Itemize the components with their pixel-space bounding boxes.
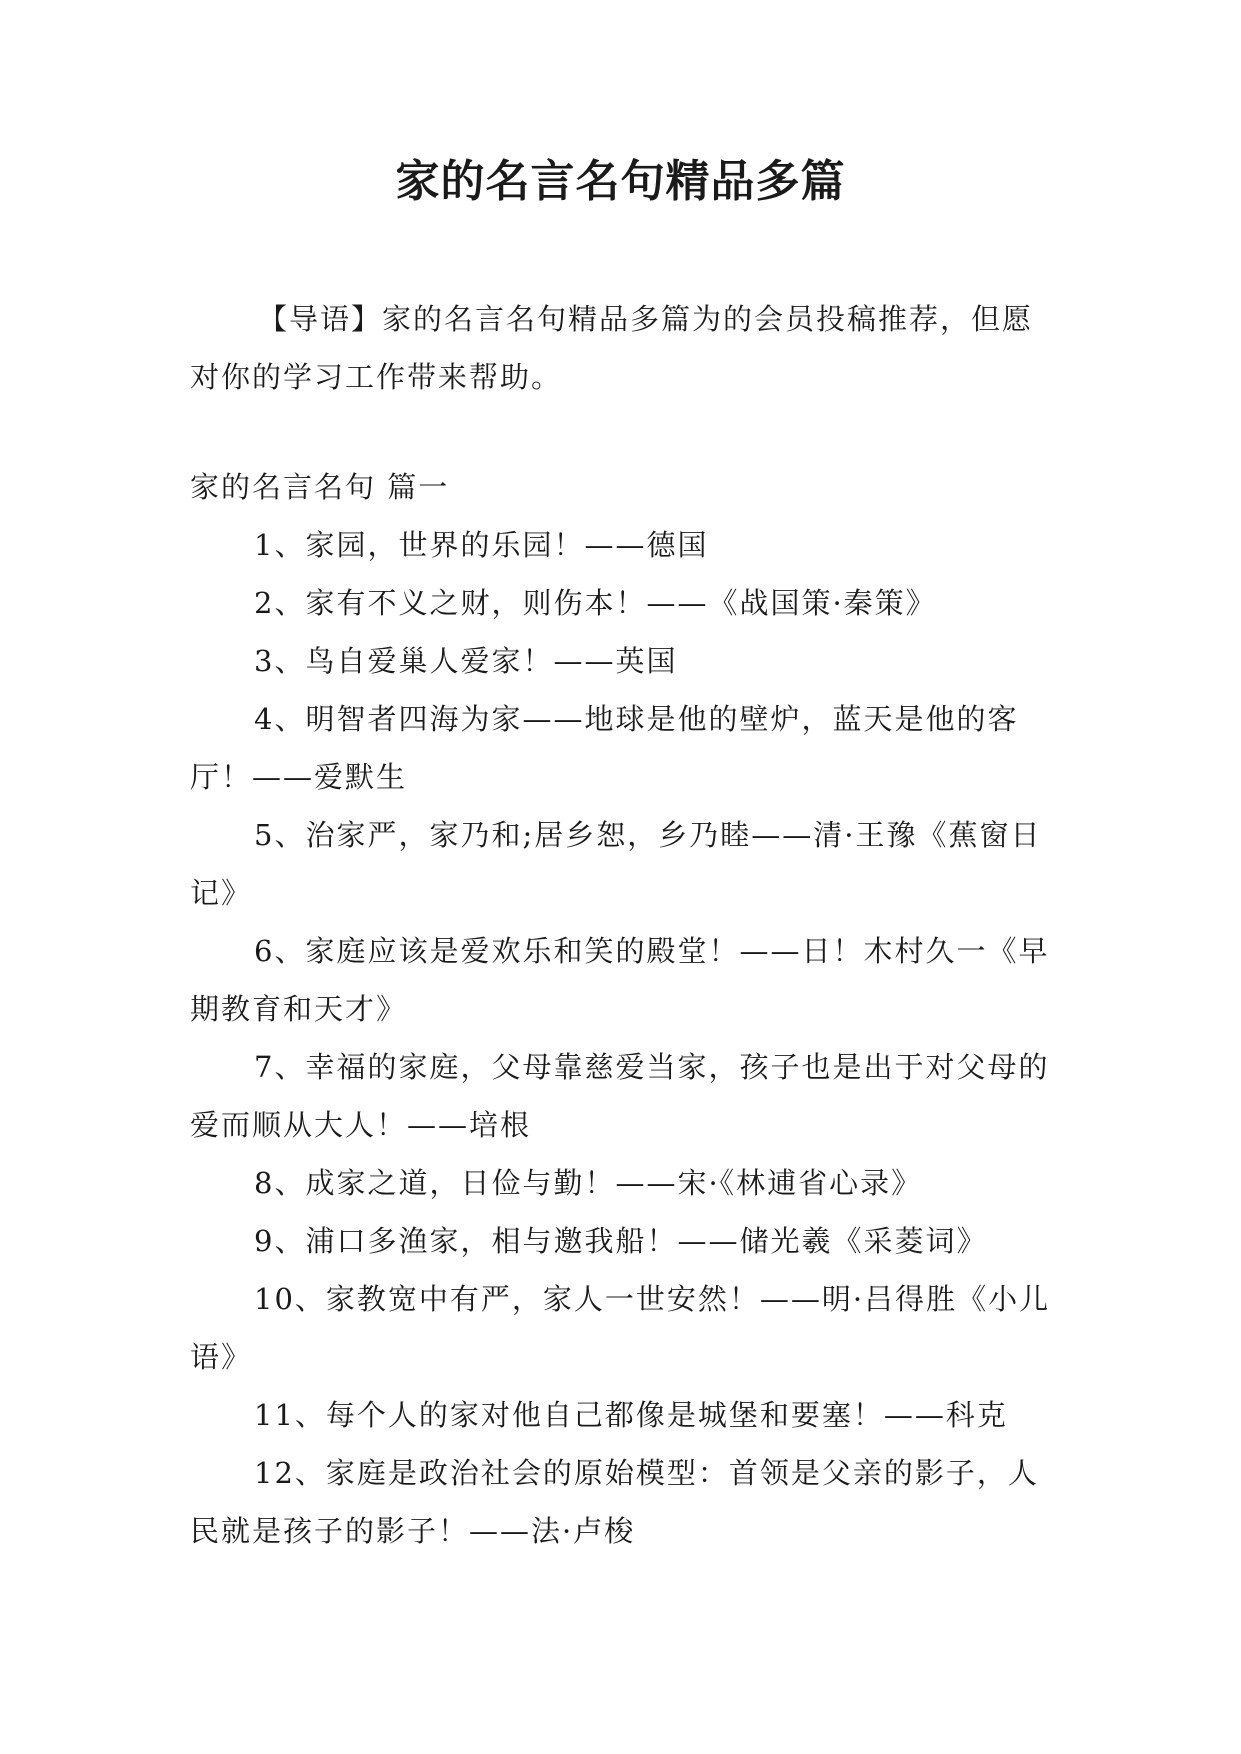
quote-item: 3、鸟自爱巢人爱家！——英国 — [254, 644, 678, 678]
intro-paragraph: 【导语】家的名言名句精品多篇为的会员投稿推荐，但愿对你的学习工作带来帮助。 — [190, 302, 1034, 394]
quote-list — [190, 516, 1052, 1560]
quote-item: 5、治家严，家乃和;居乡恕，乡乃睦——清·王豫《蕉窗日记》 — [190, 818, 1042, 910]
quote-item: 7、幸福的家庭，父母靠慈爱当家，孩子也是出于对父母的爱而顺从大人！——培根 — [190, 1050, 1050, 1142]
quote-item: 6、家庭应该是爱欢乐和笑的殿堂！——日！木村久一《早期教育和天才》 — [190, 934, 1050, 1026]
quote-item: 8、成家之道，日俭与勤！——宋·《林逋省心录》 — [254, 1166, 923, 1200]
quote-item: 1、家园，世界的乐园！——德国 — [254, 528, 709, 562]
quote-item: 11、每个人的家对他自己都像是城堡和要塞！——科克 — [254, 1398, 1008, 1432]
quote-item: 4、明智者四海为家——地球是他的壁炉，蓝天是他的客厅！——爱默生 — [190, 702, 1019, 794]
quote-item: 9、浦口多渔家，相与邀我船！——储光羲《采菱词》 — [254, 1224, 988, 1258]
quote-item: 10、家教宽中有严，家人一世安然！——明·吕得胜《小儿语》 — [190, 1282, 1051, 1374]
section-heading: 家的名言名句 篇一 — [190, 470, 450, 504]
document-title: 家的名言名句精品多篇 — [395, 156, 846, 207]
quote-item: 2、家有不义之财，则伤本！——《战国策·秦策》 — [254, 586, 937, 620]
quote-item: 12、家庭是政治社会的原始模型：首领是父亲的影子，人民就是孩子的影子！——法·卢梭 — [190, 1456, 1039, 1548]
